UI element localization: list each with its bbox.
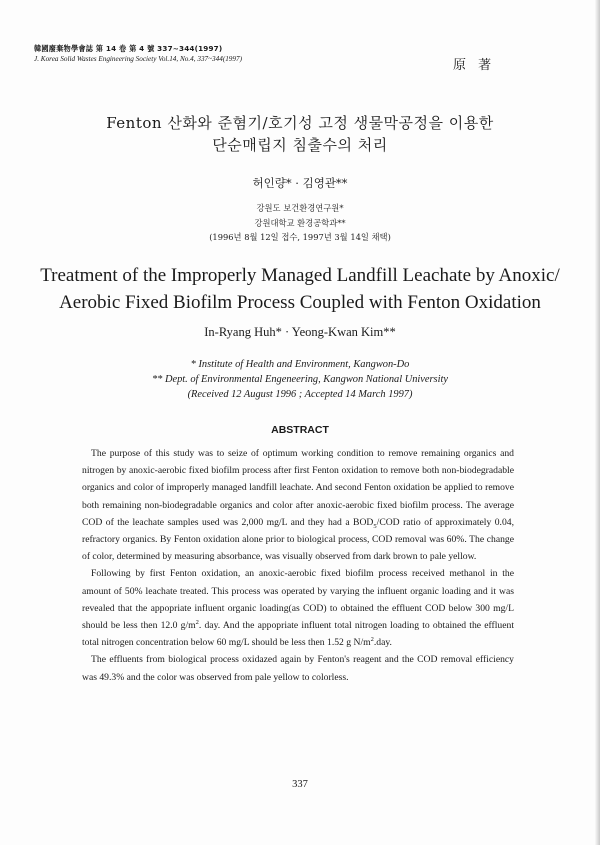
abstract-p1-text-b: /COD ratio of approximately 0.04, refractory organics. By Fenton oxidation alone prior to biological process, COD removal was 60%. The change of color, determined by measuring absorbance, was visually observed from dark brown to pale yellow. xyxy=(82,516,514,563)
abstract-paragraph-3: The effluents from biological process oxidazed again by Fenton's reagent and the COD removal efficiency was 49.3% and the color was observed from pale yellow to colorless. xyxy=(82,654,514,683)
korean-dates: (1996년 8월 12일 접수, 1997년 3월 14일 채택) xyxy=(209,232,391,242)
abstract-p1-subscript: 5 xyxy=(373,522,377,530)
journal-citation-english: J. Korea Solid Wastes Engineering Society Vol.14, No.4, 337~344(1997) xyxy=(34,55,242,63)
abstract-p2-superscript-1: 2 xyxy=(195,618,199,626)
abstract-heading: ABSTRACT xyxy=(271,424,329,436)
page-edge-shadow xyxy=(595,0,600,845)
korean-affiliation-1: 강원도 보건환경연구원* xyxy=(256,203,344,213)
abstract-body xyxy=(82,445,514,686)
english-authors: In-Ryang Huh* · Yeong-Kwan Kim** xyxy=(204,325,396,339)
abstract-paragraph-2 xyxy=(82,565,514,651)
abstract-paragraph-1 xyxy=(82,445,514,565)
english-affiliations xyxy=(0,357,600,402)
english-title-line1: Treatment of the Improperly Managed Landfill Leachate by Anoxic/ xyxy=(40,265,560,286)
journal-citation-korean: 韓國廢棄物學會誌 第 14 卷 第 4 號 337~344(1997) xyxy=(34,44,223,53)
journal-header xyxy=(34,44,242,64)
page-number: 337 xyxy=(292,779,308,790)
korean-title-line2: 단순매립지 침출수의 처리 xyxy=(212,136,388,154)
abstract-p2-text-c: .day. xyxy=(373,637,392,649)
korean-authors: 허인량* · 김영관** xyxy=(252,176,348,190)
english-affiliation-1: * Institute of Health and Environment, Kangwon-Do xyxy=(190,359,410,370)
article-type-tag: 原 著 xyxy=(453,58,496,73)
korean-title xyxy=(0,112,600,156)
abstract-p2-text-b: . day. And the appopriate influent total nitrogen loading to obtained the effluent total nitrogen concentration below 60 mg/L should be less then 1.52 g N/m xyxy=(82,620,514,649)
abstract-p1-text-a: The purpose of this study was to seize of optimum working condition to remove remaining organics and nitrogen by anoxic-aerobic fixed biofilm process after first Fenton oxidation to remove both non-biodegradable organics and color of improperly managed landfill leachate. And second Fenton oxidation be applied to remove both remaining non-biodegradable organics and color after anoxic-aerobic fixed biofilm process. The average COD of the leachate samples used was 2,000 mg/L and they had a BOD xyxy=(82,448,514,528)
english-title-line2: Aerobic Fixed Biofilm Process Coupled with Fenton Oxidation xyxy=(59,292,541,313)
english-title xyxy=(0,262,600,316)
english-dates: (Received 12 August 1996 ; Accepted 14 March 1997) xyxy=(187,389,413,400)
abstract-p2-superscript-2: 2 xyxy=(370,636,374,644)
korean-affiliation-2: 강원대학교 환경공학과** xyxy=(254,217,346,228)
abstract-p2-text-a: Following by first Fenton oxidation, an anoxic-aerobic fixed biofilm process received methanol in the amount of 50% leachate treated. This process was operated by varying the influent organic loading and it was revealed that the appopriate influent organic loading(as COD) to obtained the effluent COD below 300 mg/L should be less then 12.0 g/m xyxy=(82,568,514,632)
english-affiliation-2: ** Dept. of Environmental Engeneering, Kangwon National University xyxy=(151,374,448,385)
korean-affiliations xyxy=(0,201,600,245)
korean-title-line1: Fenton 산화와 준혐기/호기성 고정 생물막공정을 이용한 xyxy=(106,114,494,132)
